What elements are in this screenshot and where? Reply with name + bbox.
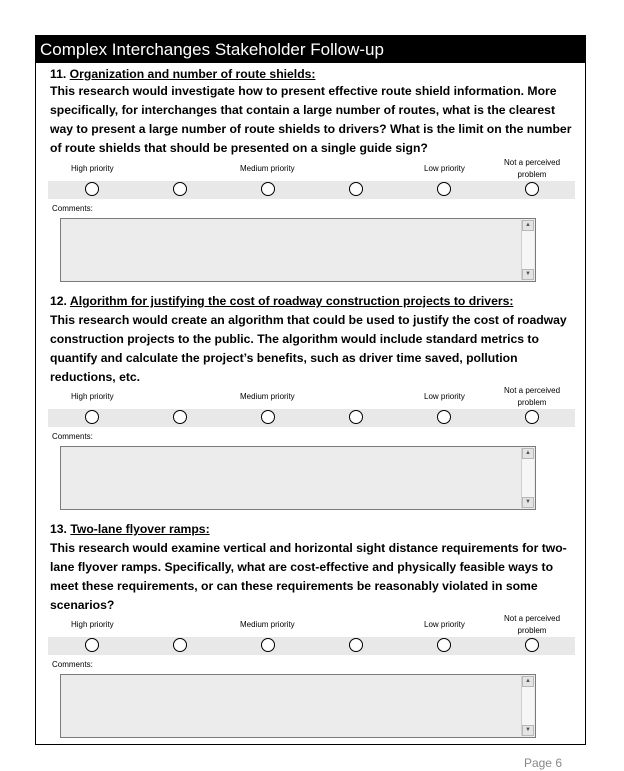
scrollbar[interactable]: [521, 676, 534, 736]
radio-not-a-problem[interactable]: [525, 182, 539, 196]
scroll-up-icon[interactable]: ▲: [522, 676, 534, 687]
label-medium-priority: Medium priority: [240, 164, 295, 173]
description-line: way to present a large number of route shields to drivers? What is the limit on the number: [50, 122, 572, 136]
label-not-line2: problem: [517, 398, 547, 407]
scroll-up-icon[interactable]: ▲: [522, 448, 534, 459]
radio-medium-priority[interactable]: [261, 182, 275, 196]
question-11-description: [50, 82, 575, 158]
question-topic: Organization and number of route shields:: [69, 67, 316, 81]
question-number: 11.: [50, 67, 67, 81]
page-number: Page 6: [523, 756, 562, 770]
description-line: of route shields that should be presented on a single guide sign?: [50, 141, 428, 155]
scroll-down-icon[interactable]: ▼: [522, 497, 534, 508]
comments-label: Comments:: [52, 660, 93, 669]
label-high-priority: High priority: [71, 392, 114, 401]
label-low-priority: Low priority: [424, 620, 465, 629]
priority-radio-group-13: [48, 637, 575, 655]
description-line: construction projects to the public. The algorithm would include standard metrics to: [50, 332, 539, 346]
priority-radio-group-11: [48, 181, 575, 199]
scroll-down-icon[interactable]: ▼: [522, 725, 534, 736]
comments-label: Comments:: [52, 432, 93, 441]
radio-low-priority[interactable]: [437, 410, 451, 424]
label-not-line1: Not a perceived: [503, 158, 561, 167]
radio-priority-2[interactable]: [173, 410, 187, 424]
label-high-priority: High priority: [71, 620, 114, 629]
label-high-priority: High priority: [71, 164, 114, 173]
radio-priority-2[interactable]: [173, 638, 187, 652]
question-number: 13.: [50, 522, 67, 536]
label-medium-priority: Medium priority: [240, 392, 295, 401]
comments-textarea-11[interactable]: [60, 218, 536, 282]
label-not-a-problem: [497, 613, 567, 637]
radio-medium-priority[interactable]: [261, 410, 275, 424]
radio-priority-4[interactable]: [349, 182, 363, 196]
question-13-description: [50, 539, 575, 615]
question-topic: Two-lane flyover ramps:: [70, 522, 210, 536]
label-low-priority: Low priority: [424, 164, 465, 173]
description-line: This research would investigate how to present effective route shield information. More: [50, 84, 557, 98]
question-13-heading: [50, 520, 575, 539]
survey-form-frame: [35, 35, 586, 745]
radio-not-a-problem[interactable]: [525, 638, 539, 652]
description-line: scenarios?: [50, 598, 115, 612]
description-line: lane flyover ramps. Specifically, what are cost-effective and physically feasible ways to: [50, 560, 554, 574]
radio-low-priority[interactable]: [437, 638, 451, 652]
radio-high-priority[interactable]: [85, 410, 99, 424]
label-not-a-problem: [497, 157, 567, 181]
question-12-description: [50, 311, 575, 387]
description-line: This research would create an algorithm that could be used to justify the cost of roadway: [50, 313, 567, 327]
radio-not-a-problem[interactable]: [525, 410, 539, 424]
comments-textarea-13[interactable]: [60, 674, 536, 738]
scroll-down-icon[interactable]: ▼: [522, 269, 534, 280]
radio-priority-2[interactable]: [173, 182, 187, 196]
label-not-line2: problem: [517, 626, 547, 635]
radio-priority-4[interactable]: [349, 638, 363, 652]
form-title-bar: Complex Interchanges Stakeholder Follow-up: [36, 36, 585, 63]
question-number: 12.: [50, 294, 67, 308]
scrollbar[interactable]: [521, 220, 534, 280]
radio-medium-priority[interactable]: [261, 638, 275, 652]
label-not-line2: problem: [517, 170, 547, 179]
description-line: This research would examine vertical and horizontal sight distance requirements for two-: [50, 541, 567, 555]
description-line: specifically, for interchanges that contain a large number of routes, what is the clearest: [50, 103, 556, 117]
label-medium-priority: Medium priority: [240, 620, 295, 629]
radio-priority-4[interactable]: [349, 410, 363, 424]
priority-radio-group-12: [48, 409, 575, 427]
comments-textarea-12[interactable]: [60, 446, 536, 510]
description-line: meet these requirements, or can these requirements be reasonably violated in some: [50, 579, 538, 593]
question-12-heading: [50, 292, 575, 311]
radio-high-priority[interactable]: [85, 638, 99, 652]
question-topic: Algorithm for justifying the cost of roadway construction projects to drivers:: [69, 294, 514, 308]
radio-high-priority[interactable]: [85, 182, 99, 196]
radio-low-priority[interactable]: [437, 182, 451, 196]
label-low-priority: Low priority: [424, 392, 465, 401]
label-not-line1: Not a perceived: [503, 614, 561, 623]
description-line: reductions, etc.: [50, 370, 141, 384]
description-line: quantify and calculate the project’s benefits, such as driver time saved, pollution: [50, 351, 518, 365]
scroll-up-icon[interactable]: ▲: [522, 220, 534, 231]
label-not-a-problem: [497, 385, 567, 409]
comments-label: Comments:: [52, 204, 93, 213]
scrollbar[interactable]: [521, 448, 534, 508]
label-not-line1: Not a perceived: [503, 386, 561, 395]
